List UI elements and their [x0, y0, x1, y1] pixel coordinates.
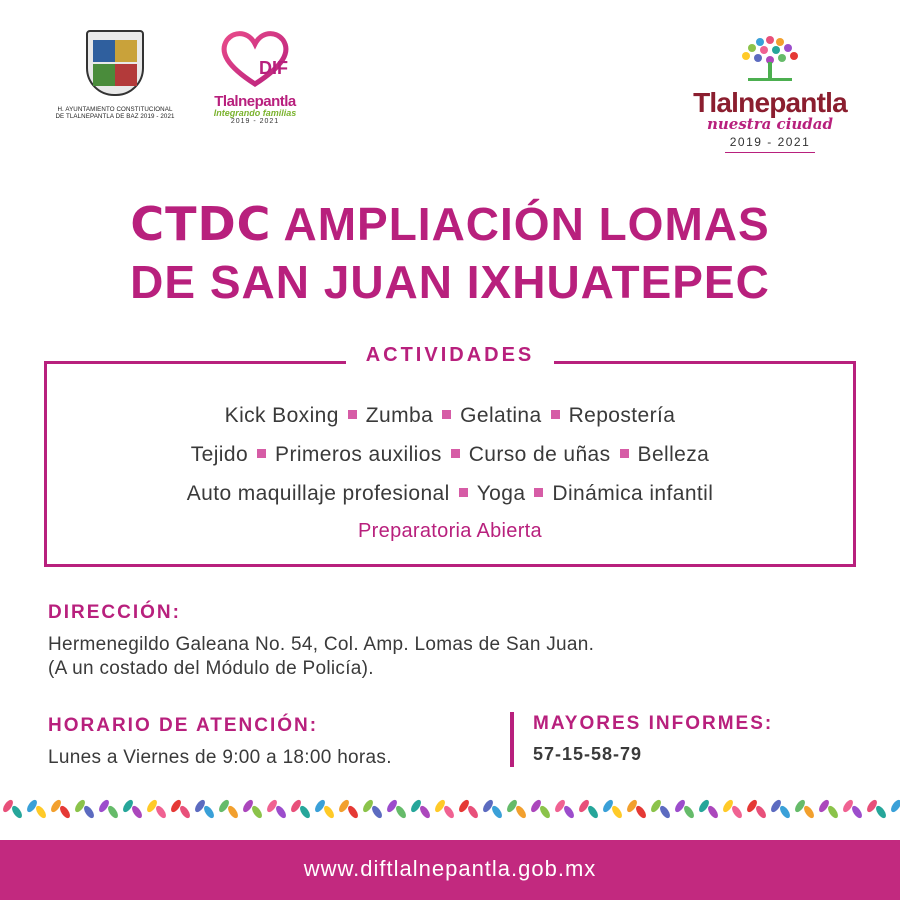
activity-item: Dinámica infantil	[552, 482, 714, 505]
leaf-icon	[730, 804, 744, 819]
leaf-icon	[658, 804, 672, 819]
leaf-icon	[274, 804, 288, 819]
leaf-icon	[610, 804, 624, 819]
tlalnepantla-logo	[680, 32, 860, 153]
leaf-icon	[250, 804, 264, 819]
activity-item: Kick Boxing	[224, 404, 339, 427]
leaf-border	[0, 795, 900, 825]
activity-item: Gelatina	[460, 404, 542, 427]
address-line-2: (A un costado del Módulo de Policía).	[48, 658, 374, 679]
address-text	[48, 633, 594, 681]
leaf-icon	[586, 804, 600, 819]
title-prefix: CTDC	[130, 197, 272, 251]
leaf-icon	[850, 804, 864, 819]
leaf-icon	[682, 804, 696, 819]
city-name: Tlalnepantla	[693, 87, 847, 118]
leaf-icon	[130, 804, 144, 819]
activity-item: Auto maquillaje profesional	[186, 482, 450, 505]
leaf-icon	[562, 804, 576, 819]
leaf-icon	[754, 804, 768, 819]
leaf-icon	[442, 804, 456, 819]
activities-row-3	[44, 482, 856, 506]
leaf-icon	[322, 804, 336, 819]
leaf-icon	[58, 804, 72, 819]
leaf-icon	[778, 804, 792, 819]
leaf-icon	[10, 804, 24, 819]
leaf-icon	[514, 804, 528, 819]
activities-row-2	[44, 443, 856, 467]
bullet-square-icon	[442, 410, 451, 419]
leaf-icon	[634, 804, 648, 819]
leaf-icon	[154, 804, 168, 819]
bullet-square-icon	[459, 488, 468, 497]
leaf-icon	[178, 804, 192, 819]
leaf-icon	[490, 804, 504, 819]
leaf-icon	[418, 804, 432, 819]
tree-icon	[730, 32, 810, 84]
ayuntamiento-caption-line-2: DE TLALNEPANTLA DE BAZ 2019 - 2021	[55, 113, 175, 120]
activity-extra: Preparatoria Abierta	[358, 520, 542, 542]
leaf-icon	[874, 804, 888, 819]
info-phone: 57-15-58-79	[533, 744, 643, 764]
leaf-icon	[394, 804, 408, 819]
leaf-icon	[34, 804, 48, 819]
leaf-icon	[538, 804, 552, 819]
title-line-1-rest: AMPLIACIÓN LOMAS	[283, 198, 770, 250]
activity-item: Primeros auxilios	[275, 443, 442, 466]
bullet-square-icon	[534, 488, 543, 497]
leaf-icon	[802, 804, 816, 819]
leaf-icon	[298, 804, 312, 819]
leaf-icon	[202, 804, 216, 819]
bullet-square-icon	[348, 410, 357, 419]
activity-item: Zumba	[365, 404, 434, 427]
dif-mark: DIF	[259, 58, 288, 78]
page-title	[0, 195, 900, 311]
city-tagline: nuestra ciudad	[706, 115, 833, 133]
leaf-icon	[889, 798, 900, 813]
leaf-icon	[106, 804, 120, 819]
leaf-icon	[346, 804, 360, 819]
coat-of-arms-icon	[86, 30, 144, 96]
activities-row-1	[44, 404, 856, 428]
divider	[725, 152, 815, 153]
dif-logo	[205, 28, 305, 125]
bullet-square-icon	[620, 449, 629, 458]
hours-label: HORARIO DE ATENCIÓN:	[48, 715, 319, 736]
title-line-1	[0, 195, 900, 253]
dif-tagline: Integrando familias	[213, 108, 297, 118]
activities-heading-label: ACTIVIDADES	[346, 344, 555, 366]
heart-icon	[215, 28, 295, 90]
leaf-icon	[466, 804, 480, 819]
title-line-2: DE SAN JUAN IXHUATEPEC	[130, 256, 770, 308]
bullet-square-icon	[257, 449, 266, 458]
ayuntamiento-caption-line-1: H. AYUNTAMIENTO CONSTITUCIONAL	[57, 106, 173, 113]
activities-heading	[0, 344, 900, 367]
leaf-icon	[706, 804, 720, 819]
activity-item: Tejido	[190, 443, 249, 466]
activity-item: Curso de uñas	[468, 443, 611, 466]
leaf-icon	[826, 804, 840, 819]
address-label: DIRECCIÓN:	[48, 602, 181, 623]
ayuntamiento-logo	[40, 30, 190, 120]
dif-years: 2019 - 2021	[230, 118, 280, 125]
leaf-icon	[226, 804, 240, 819]
city-years: 2019 - 2021	[729, 135, 811, 149]
bullet-square-icon	[451, 449, 460, 458]
info-label: MAYORES INFORMES:	[533, 713, 774, 734]
hours-value: Lunes a Viernes de 9:00 a 18:00 horas.	[48, 747, 392, 768]
leaf-icon	[370, 804, 384, 819]
activity-item: Yoga	[476, 482, 526, 505]
dif-name: Tlalnepantla	[214, 93, 296, 110]
activity-item: Repostería	[568, 404, 676, 427]
leaf-icon	[82, 804, 96, 819]
ayuntamiento-caption	[40, 106, 190, 120]
footer-url: www.diftlalnepantla.gob.mx	[303, 856, 597, 881]
activity-item: Belleza	[637, 443, 710, 466]
info-divider	[510, 712, 514, 767]
address-line-1: Hermenegildo Galeana No. 54, Col. Amp. Lomas de San Juan.	[48, 634, 595, 655]
bullet-square-icon	[551, 410, 560, 419]
